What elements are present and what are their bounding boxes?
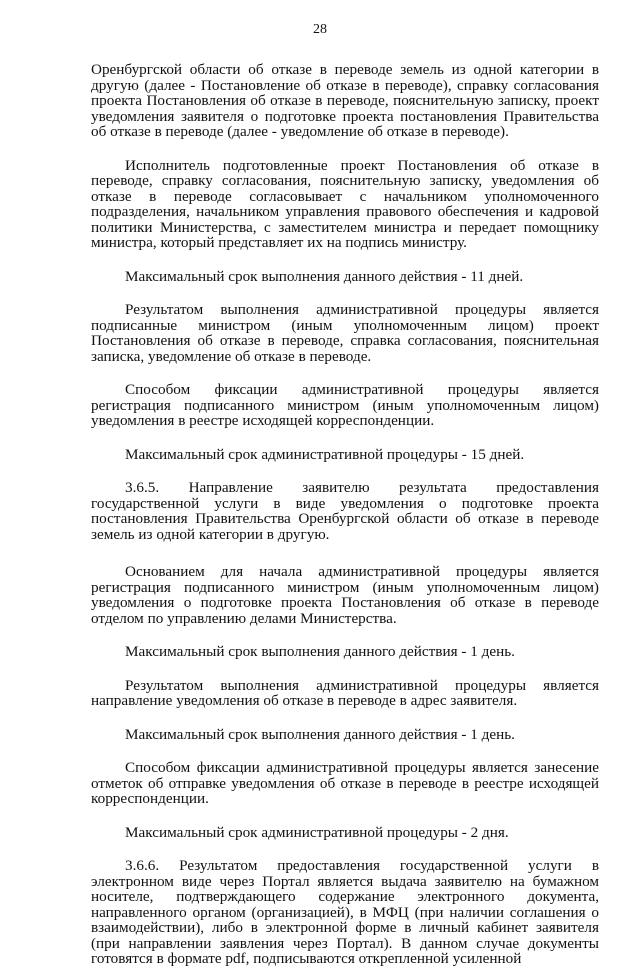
- paragraph-10: Результатом выполнения административной процедуры является направление уведомления об отказе в переводе в адрес заявителя.: [91, 676, 599, 709]
- paragraph-4: Результатом выполнения административной процедуры является подписанные министром (иным уполномоченным лицом) проект Постановления об отказе в переводе, справка согласования, пояснительная записка, уведомление об отказе в переводе.: [91, 301, 599, 365]
- section-3-6-6-paragraph: 3.6.6. Результатом предоставления государственной услуги в электронном виде через Портал является выдача заявителю на бумажном носителе, подтверждающего содержание электронного документа, направленного органом (организацией), в МФЦ (при наличии соглашения о взаимодействии), либо в электронной форме в личный кабинет заявителя (при направлении заявления через Портал). В данном случае документы готовятся в формате pdf, подписываются открепленной усиленной: [91, 857, 599, 967]
- paragraph-3: Максимальный срок выполнения данного действия - 11 дней.: [125, 267, 524, 285]
- paragraph-6: Максимальный срок административной процедуры - 15 дней.: [125, 445, 525, 463]
- paragraph-11: Максимальный срок выполнения данного действия - 1 день.: [125, 725, 515, 743]
- paragraph-13: Максимальный срок административной процедуры - 2 дня.: [125, 823, 509, 841]
- paragraph-12: Способом фиксации административной процедуры является занесение отметок об отправке уведомления об отказе в переводе в реестре исходящей корреспонденции.: [91, 759, 599, 807]
- paragraph-9: Максимальный срок выполнения данного действия - 1 день.: [125, 643, 515, 660]
- document-body: [91, 62, 599, 967]
- paragraph-8: Основанием для начала административной процедуры является регистрация подписанного министром (иным уполномоченным лицом) уведомления о подготовке проекта Постановления об отказе в переводе отделом по управлению делами Министерства.: [91, 563, 599, 627]
- section-3-6-5-heading: 3.6.5. Направление заявителю результата предоставления государственной услуги в виде уведомления о подготовке проекта постановления Правительства Оренбургской области об отказе в переводе земель из одной категории в другую.: [91, 479, 599, 543]
- page-number: 28: [313, 22, 327, 37]
- paragraph-2: Исполнитель подготовленные проект Постановления об отказе в переводе, справку согласования, пояснительную записку, уведомления об отказе в переводе согласовывает с начальником уполномоченного подразделения, начальником управления правового обеспечения и кадровой политики Министерства, с заместителем министра и передает помощнику министра, который представляет их на подпись министру.: [91, 156, 599, 251]
- paragraph-5: Способом фиксации административной процедуры является регистрация подписанного министром (иным уполномоченным лицом) уведомления в реестре исходящей корреспонденции.: [91, 381, 599, 429]
- paragraph-1: Оренбургской области об отказе в переводе земель из одной категории в другую (далее - Постановление об отказе в переводе), справку согласования проекта Постановления об отказе в переводе, пояснительную записку, проект уведомления заявителя о подготовке проекта постановления Правительства об отказе в переводе (далее - уведомление об отказе в переводе).: [91, 61, 599, 140]
